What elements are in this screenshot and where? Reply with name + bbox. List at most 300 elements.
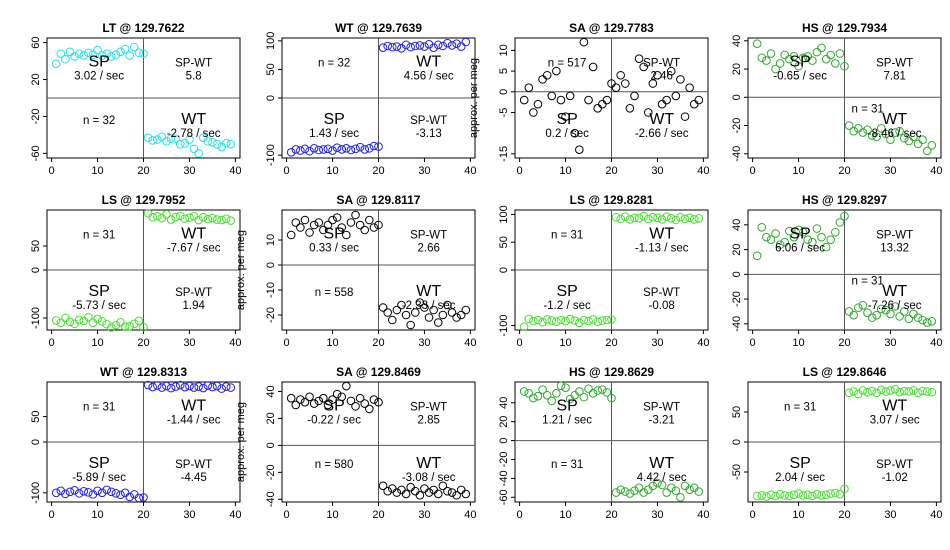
data-point — [923, 319, 931, 327]
x-tick-label: 10 — [792, 165, 805, 177]
y-tick-label: -40 — [731, 145, 743, 162]
data-point — [767, 491, 775, 499]
x-tick-label: 0 — [749, 165, 756, 177]
data-point — [153, 382, 161, 390]
data-point — [89, 319, 97, 327]
sp-label: SP — [88, 53, 110, 71]
data-point — [62, 55, 70, 63]
n-count: n = 32 — [317, 57, 351, 70]
y-tick-label: -100 — [30, 481, 42, 504]
y-tick-label: 20 — [498, 415, 510, 428]
data-point — [213, 382, 221, 390]
x-tick-label: 20 — [137, 509, 150, 521]
data-point — [370, 224, 378, 232]
data-point — [66, 48, 74, 56]
y-tick-label: -60 — [498, 489, 510, 506]
data-point — [543, 71, 551, 79]
data-point — [218, 216, 226, 224]
data-point — [204, 382, 212, 390]
panel-title: LS @ 129.7952 — [101, 193, 186, 207]
data-point — [227, 384, 235, 392]
data-point — [361, 226, 369, 234]
y-tick-label: 50 — [30, 239, 42, 253]
data-point — [457, 311, 465, 319]
data-point — [612, 213, 620, 221]
sp-label: SP — [556, 397, 578, 415]
y-tick-label: -40 — [731, 315, 743, 332]
wt-rate: -3.08 / sec — [401, 472, 456, 484]
x-tick-label: 40 — [930, 509, 943, 521]
data-point — [112, 490, 120, 498]
data-point — [287, 231, 295, 239]
data-point — [117, 491, 125, 499]
data-point — [882, 388, 890, 396]
x-tick-label: 10 — [792, 509, 805, 521]
sp-rate: -5.73 / sec — [72, 300, 126, 312]
x-tick-label: 30 — [651, 337, 664, 349]
data-point — [553, 318, 561, 326]
data-point — [126, 493, 134, 501]
y-tick-label: 0 — [30, 266, 42, 274]
x-tick-label: 0 — [516, 509, 523, 521]
data-point — [599, 100, 607, 108]
data-point — [153, 212, 161, 220]
data-point — [887, 387, 895, 395]
data-point — [562, 317, 570, 325]
y-tick-label: 50 — [498, 236, 510, 249]
wt-label: WT — [649, 455, 675, 472]
data-point — [530, 109, 538, 117]
data-point — [407, 483, 415, 491]
data-point — [530, 394, 538, 402]
data-point — [621, 488, 629, 496]
n-count: n = 31 — [851, 275, 884, 288]
panel-3 — [468, 21, 710, 177]
data-point — [695, 96, 703, 104]
data-point — [421, 43, 429, 51]
x-tick-label: 40 — [229, 509, 242, 521]
data-point — [763, 493, 771, 501]
data-point — [462, 38, 470, 46]
data-point — [635, 55, 643, 63]
n-count: n = 31 — [550, 459, 584, 471]
x-tick-label: 40 — [464, 509, 477, 521]
data-point — [589, 316, 597, 324]
data-point — [195, 150, 203, 158]
data-point — [562, 384, 570, 392]
spwt-label: SP-WT — [175, 459, 213, 471]
sp-rate: -1.2 / sec — [543, 300, 591, 312]
data-point — [786, 492, 794, 500]
wt-rate: -1.44 / sec — [166, 414, 221, 427]
y-tick-label: -20 — [731, 291, 743, 308]
spwt-value: -0.08 — [648, 300, 675, 312]
panel-11 — [498, 365, 710, 521]
n-count: n = 517 — [547, 57, 587, 70]
n-count: n = 31 — [851, 103, 884, 116]
y-tick-label: 100 — [498, 205, 510, 224]
data-point — [306, 229, 314, 237]
data-point — [571, 317, 579, 325]
sp-rate: -0.65 / sec — [773, 70, 827, 83]
y-tick-label: 20 — [731, 243, 743, 256]
data-point — [667, 215, 675, 223]
data-point — [453, 314, 461, 322]
data-point — [813, 225, 821, 233]
data-point — [227, 140, 235, 148]
x-tick-label: 40 — [229, 337, 242, 349]
data-point — [292, 219, 300, 227]
data-point — [329, 216, 337, 224]
x-tick-label: 20 — [838, 165, 851, 177]
data-point — [658, 100, 666, 108]
sp-rate: 2.04 / sec — [775, 472, 826, 484]
panel-10 — [235, 365, 477, 521]
data-point — [393, 306, 401, 314]
x-tick-label: 30 — [418, 337, 431, 349]
panel-title: HS @ 129.8629 — [568, 365, 655, 379]
y-tick-label: 20 — [265, 412, 277, 425]
data-point — [85, 489, 93, 497]
spwt-value: 2.66 — [417, 242, 440, 255]
spwt-value: -3.21 — [648, 414, 675, 427]
data-point — [827, 236, 835, 244]
data-point — [781, 51, 789, 59]
y-tick-label: -50 — [731, 464, 743, 480]
data-point — [52, 317, 60, 325]
x-tick-label: 40 — [930, 165, 943, 177]
data-point — [772, 230, 780, 238]
x-tick-label: 0 — [48, 509, 55, 521]
wt-label: WT — [181, 397, 207, 415]
data-point — [758, 224, 766, 232]
data-point — [580, 393, 588, 401]
y-tick-label: 0 — [498, 437, 510, 444]
wt-rate: -2.33 / sec — [401, 300, 456, 312]
sp-label: SP — [789, 455, 811, 472]
sp-label: SP — [323, 397, 345, 415]
panel-1 — [30, 21, 242, 177]
data-point — [534, 316, 542, 324]
data-point — [457, 486, 465, 494]
y-tick-label: 60 — [30, 36, 42, 49]
data-point — [767, 50, 775, 58]
data-point — [772, 492, 780, 500]
data-point — [190, 212, 198, 220]
data-point — [580, 38, 588, 46]
spwt-value: -3.13 — [415, 128, 442, 140]
wt-rate: -8.46 / sec — [867, 128, 922, 140]
data-point — [677, 493, 685, 501]
data-point — [621, 80, 629, 88]
x-tick-label: 10 — [91, 165, 104, 177]
data-point — [539, 76, 547, 84]
data-point — [167, 216, 175, 224]
y-tick-label: -100 — [265, 144, 277, 167]
y-tick-label: 0 — [731, 438, 743, 446]
y-axis-label: approx. per meg — [235, 401, 247, 483]
data-point — [832, 489, 840, 497]
data-point — [421, 485, 429, 493]
y-tick-label: 10 — [498, 44, 510, 57]
wt-rate: 4.42 / sec — [636, 472, 687, 484]
data-point — [753, 252, 761, 260]
sp-rate: -5.89 / sec — [72, 472, 126, 484]
data-point — [195, 383, 203, 391]
y-tick-label: -20 — [30, 108, 42, 125]
data-point — [809, 492, 817, 500]
x-tick-label: 40 — [697, 509, 710, 521]
panel-title: LT @ 129.7622 — [102, 21, 185, 35]
wt-label: WT — [649, 111, 675, 128]
data-point — [626, 105, 634, 113]
data-point — [287, 394, 295, 402]
data-point — [66, 318, 74, 326]
data-point — [672, 92, 680, 100]
data-point — [635, 215, 643, 223]
data-point — [868, 314, 876, 322]
x-tick-label: 10 — [91, 337, 104, 349]
n-count: n = 31 — [82, 401, 116, 414]
wt-label: WT — [882, 283, 908, 300]
x-tick-label: 40 — [930, 337, 943, 349]
data-point — [589, 63, 597, 71]
sp-label: SP — [556, 283, 578, 300]
data-point — [163, 211, 171, 219]
wt-label: WT — [882, 397, 908, 415]
panel-6 — [235, 193, 477, 349]
data-point — [379, 304, 387, 312]
data-point — [928, 318, 936, 326]
data-point — [813, 490, 821, 498]
x-tick-label: 30 — [418, 509, 431, 521]
wt-rate: 4.56 / sec — [403, 70, 454, 83]
y-tick-label: 5 — [498, 68, 510, 75]
data-point — [388, 316, 396, 324]
data-point — [158, 214, 166, 222]
x-tick-label: 10 — [326, 337, 339, 349]
y-tick-label: -20 — [731, 117, 743, 134]
y-tick-label: -20 — [498, 451, 510, 468]
y-tick-label: 0 — [265, 261, 277, 269]
y-tick-label: 50 — [265, 63, 277, 76]
data-point — [813, 48, 821, 56]
data-point — [905, 388, 913, 396]
panel-12 — [731, 365, 943, 521]
y-tick-label: 0 — [498, 266, 510, 274]
data-point — [566, 315, 574, 323]
n-count: n = 580 — [314, 459, 354, 471]
sp-label: SP — [323, 111, 345, 128]
data-point — [324, 145, 332, 153]
data-point — [144, 210, 152, 218]
data-point — [520, 96, 528, 104]
x-tick-label: 10 — [326, 165, 339, 177]
data-point — [352, 145, 360, 153]
data-point — [617, 71, 625, 79]
y-tick-label: -20 — [265, 464, 277, 481]
spwt-label: SP-WT — [876, 57, 914, 70]
data-point — [845, 389, 853, 397]
data-point — [914, 140, 922, 148]
data-point — [566, 92, 574, 100]
sp-rate: 0.2 / sec — [545, 128, 589, 140]
panel-title: SA @ 129.8469 — [336, 365, 421, 379]
x-tick-label: 30 — [884, 509, 897, 521]
wt-label: WT — [416, 53, 442, 71]
data-point — [576, 146, 584, 154]
data-point — [297, 147, 305, 155]
data-point — [66, 488, 74, 496]
x-tick-label: 10 — [91, 509, 104, 521]
spwt-label: SP-WT — [175, 287, 213, 299]
data-point — [677, 76, 685, 84]
data-point — [366, 216, 374, 224]
data-point — [306, 393, 314, 401]
data-point — [832, 60, 840, 68]
x-tick-label: 20 — [605, 165, 618, 177]
y-tick-label: -15 — [498, 145, 510, 162]
y-tick-label: -40 — [265, 491, 277, 508]
x-tick-label: 20 — [605, 509, 618, 521]
n-count: n = 32 — [82, 115, 116, 127]
data-point — [548, 397, 556, 405]
x-tick-label: 0 — [749, 337, 756, 349]
data-point — [868, 387, 876, 395]
data-point — [585, 96, 593, 104]
data-point — [612, 84, 620, 92]
data-point — [402, 490, 410, 498]
y-tick-label: 40 — [731, 218, 743, 231]
data-point — [585, 317, 593, 325]
n-count: n = 558 — [314, 287, 354, 299]
data-point — [695, 215, 703, 223]
y-tick-label: 40 — [265, 385, 277, 398]
x-tick-label: 20 — [605, 337, 618, 349]
data-point — [534, 392, 542, 400]
y-tick-label: 0 — [265, 94, 277, 102]
x-tick-label: 40 — [697, 165, 710, 177]
y-tick-label: -40 — [498, 470, 510, 487]
data-point — [186, 214, 194, 222]
sp-label: SP — [556, 111, 578, 128]
y-tick-label: 40 — [498, 396, 510, 409]
data-point — [462, 490, 470, 498]
y-tick-label: 20 — [731, 62, 743, 76]
y-tick-label: 0 — [265, 442, 277, 449]
spwt-label: SP-WT — [175, 57, 213, 70]
x-tick-label: 20 — [372, 337, 385, 349]
y-tick-label: 0 — [731, 94, 743, 101]
spwt-value: -1.02 — [881, 472, 908, 484]
x-tick-label: 30 — [884, 337, 897, 349]
x-tick-label: 30 — [651, 509, 664, 521]
data-point — [818, 233, 826, 241]
data-point — [126, 322, 134, 330]
data-point — [681, 113, 689, 121]
data-point — [822, 491, 830, 499]
spwt-label: SP-WT — [643, 57, 681, 70]
sp-rate: 6.06 / sec — [775, 242, 826, 255]
data-point — [343, 144, 351, 152]
x-tick-label: 0 — [283, 165, 290, 177]
wt-rate: -7.26 / sec — [867, 300, 922, 312]
wt-label: WT — [181, 111, 207, 128]
data-point — [686, 84, 694, 92]
x-tick-label: 10 — [559, 165, 572, 177]
data-point — [905, 315, 913, 323]
spwt-value: 2.46 — [650, 70, 673, 83]
data-point — [818, 44, 826, 52]
data-point — [910, 387, 918, 395]
panel-4 — [731, 21, 943, 177]
wt-rate: -2.78 / sec — [166, 128, 221, 140]
x-tick-label: 10 — [792, 337, 805, 349]
data-point — [57, 319, 65, 327]
data-point — [222, 215, 230, 223]
x-tick-label: 10 — [559, 337, 572, 349]
data-point — [686, 214, 694, 222]
data-point — [439, 311, 447, 319]
spwt-label: SP-WT — [876, 229, 914, 242]
n-count: n = 31 — [783, 401, 817, 414]
panel-2 — [265, 21, 477, 177]
data-point — [379, 44, 387, 52]
data-point — [444, 487, 452, 495]
data-point — [448, 42, 456, 50]
sp-rate: 0.33 / sec — [309, 242, 360, 255]
data-point — [790, 491, 798, 499]
data-point — [617, 215, 625, 223]
sp-label: SP — [789, 53, 811, 71]
panel-8 — [731, 193, 943, 349]
spwt-label: SP-WT — [410, 115, 448, 127]
panel-title: LS @ 129.8646 — [802, 365, 887, 379]
data-point — [462, 306, 470, 314]
data-point — [172, 213, 180, 221]
x-tick-label: 20 — [137, 165, 150, 177]
panel-title: WT @ 129.8313 — [99, 365, 188, 379]
data-point — [62, 314, 70, 322]
y-axis-label: approx. per meg — [235, 229, 247, 311]
panel-title: SA @ 129.7783 — [569, 21, 654, 35]
data-point — [126, 52, 134, 60]
data-point — [80, 317, 88, 325]
wt-label: WT — [882, 111, 908, 128]
data-point — [52, 60, 60, 68]
y-tick-label: -10 — [265, 282, 277, 298]
x-tick-label: 40 — [464, 165, 477, 177]
sp-label: SP — [789, 225, 811, 243]
data-point — [301, 145, 309, 153]
y-tick-label: 40 — [731, 34, 743, 47]
x-tick-label: 40 — [697, 337, 710, 349]
panel-5 — [30, 193, 242, 349]
x-tick-label: 30 — [651, 165, 664, 177]
data-point — [520, 388, 528, 396]
data-point — [310, 221, 318, 229]
panel-9 — [30, 365, 242, 521]
data-point — [914, 389, 922, 397]
data-point — [854, 304, 862, 312]
spwt-value: 13.32 — [880, 242, 910, 255]
x-tick-label: 0 — [283, 337, 290, 349]
wt-label: WT — [416, 283, 442, 300]
data-point — [108, 488, 116, 496]
data-point — [347, 219, 355, 227]
sp-label: SP — [88, 283, 110, 300]
data-point — [776, 60, 784, 68]
